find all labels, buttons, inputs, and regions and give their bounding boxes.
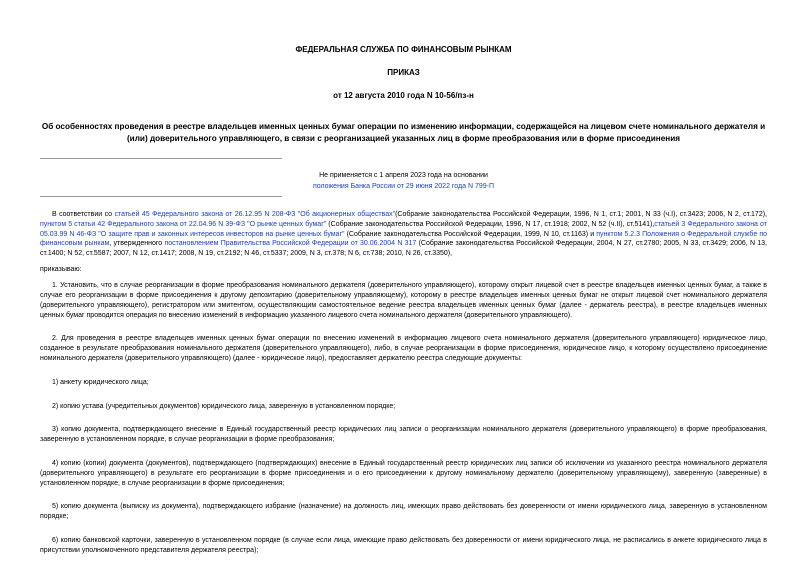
divider-bottom xyxy=(40,196,282,197)
paragraph-1: 1. Установить, что в случае реорганизации в форме преобразования номинального держателя (доверительного управляющего), которому открыт лицевой счет в реестре владельцев именных ценных бумаг, а также в случае его реорганизации в форме присоединения к другому депозитарию (доверительному управляющему), которому в реестре владельцев именных ценных бумаг не открыт лицевой счет номинального держателя (доверительного управляющего), регистратором или эмитентом, осуществляющим самостоятельное ведение реестра владельцев именных ценных бумаг (далее - держатель реестра), в реестре владельцев именных ценных бумаг проводится операция по внесению изменений в информацию указанного лицевого счета номинального держателя (доверительного управляющего). xyxy=(40,282,767,319)
divider-top xyxy=(40,158,282,159)
order-word: приказываю: xyxy=(40,266,82,274)
list-item-4: 4) копию (копии) документа (документов), подтверждающего (подтверждающих) внесение в Единый государственный реестр юридических лиц записи об исключении из указанного реестра номинального держателя (доверительного управляющего) в результате его реорганизации в форме присоединения и о его присоединении к другому номинальному держателю (доверительному управляющему), заверенную (заверенные) в установленном порядке, в случае реорганизации в форме присоединения; xyxy=(40,459,767,487)
list-item-3: 3) копию документа, подтверждающего внесение в Единый государственный реестр юридических лиц записи о реорганизации номинального держателя (доверительного управляющего) в форме преобразования, заверенную в установленном порядке, в случае реорганизации в форме преобразования; xyxy=(40,426,767,444)
document-date-number: от 12 августа 2010 года N 10-56/пз-н xyxy=(333,91,474,100)
law-link-46[interactable]: статьей 3 Федерального закона от 05.03.99 N 46-ФЗ "О защите прав и законных интересов инвесторов на рынке ценных бумаг" xyxy=(40,220,767,238)
list-item-1: 1) анкету юридического лица; xyxy=(52,378,149,386)
preamble-paragraph: В соответствии со статьей 45 Федерального закона от 26.12.95 N 208-ФЗ "Об акционерных обществах"(Собрание законодательства Российской Федерации, 1996, N 1, ст.1; 2001, N 33 (ч.I), ст.3423; 2006, N 2, ст.172), пунктом 5 статьи 42 Федерального закона от 22.04.96 N 39-ФЗ "О рынке ценных бумаг" (Собрание законодательства Российской Федерации, 1996, N 17, ст.1918; 2002, N 52 (ч.II), ст.5141),статьей 3 Федерального закона от 05.03.99 N 46-ФЗ "О защите прав и законных интересов инвесторов на рынке ценных бумаг" (Собрание законодательства Российской Федерации, 1999, N 10, ст.1163) и пунктом 5.2.3 Положения о Федеральной службе по финансовым рынкам, утвержденного постановлением Правительства Российской Федерации от 30.06.2004 N 317 (Собрание законодательства Российской Федерации, 2004, N 27, ст.2780; 2005, N 33, ст.3429; 2006, N 13, ст.1400; N 52, ст.5587; 2007, N 12, ст.1417; 2008, N 19, ст.2192; N 46, ст.5337; 2009, N 3, ст.378; N 6, ст.738; 2010, N 26, ст.3350), xyxy=(40,211,767,258)
regulation-link[interactable]: пунктом 5.2.3 Положения о Федеральной службе по финансовым рынкам xyxy=(40,230,767,248)
document-subject: Об особенностях проведения в реестре владельцев именных ценных бумаг операции по изменению информации, содержащейся на лицевом счете номинального держателя и (или) доверительного управляющего, в связи с реорганизацией указанных лиц в форме преобразования или в форме присоединения xyxy=(41,122,766,143)
resolution-link[interactable]: постановлением Правительства Российской Федерации от 30.06.2004 N 317 xyxy=(164,240,417,248)
issuer-title: ФЕДЕРАЛЬНАЯ СЛУЖБА ПО ФИНАНСОВЫМ РЫНКАМ xyxy=(295,45,512,54)
list-item-2: 2) копию устава (учредительных документов) юридического лица, заверенную в установленном порядке; xyxy=(52,402,396,410)
document-type: ПРИКАЗ xyxy=(387,68,420,77)
law-link-208[interactable]: статьей 45 Федерального закона от 26.12.95 N 208-ФЗ "Об акционерных обществах" xyxy=(114,211,396,218)
status-notice-link[interactable]: положения Банка России от 29 июня 2022 года N 799-П xyxy=(312,182,495,190)
list-item-6: 6) копию банковской карточки, заверенную в установленном порядке (в случае если лица, имеющие право действовать без доверенности от имени юридического лица, не расписались в анкете юридического лица в присутствии уполномоченного представителя держателя реестра); xyxy=(40,536,767,554)
document-body xyxy=(40,210,767,570)
status-notice-text: Не применяется с 1 апреля 2023 года на основании xyxy=(319,172,488,179)
paragraph-2: 2. Для проведения в реестре владельцев именных ценных бумаг операции по внесению изменений в информацию лицевого счета номинального держателя (доверительного управляющего) юридическое лицо, созданное в результате преобразования номинального держателя (доверительного управляющего), либо, в случае реорганизации в форме присоединения, юридическое лицо, к которому осуществлено присоединение номинального держателя (доверительного управляющего) (далее - юридическое лицо), предоставляет держателю реестра следующие документы: xyxy=(40,335,767,362)
law-link-39[interactable]: пунктом 5 статьи 42 Федерального закона от 22.04.96 N 39-ФЗ "О рынке ценных бумаг" xyxy=(40,220,327,228)
status-notice xyxy=(240,171,567,193)
list-item-5: 5) копию документа (выписку из документа), подтверждающего избрание (назначение) на должность лиц, имеющих право действовать без доверенности от имени юридического лица, заверенную в установленном порядке; xyxy=(40,503,767,521)
